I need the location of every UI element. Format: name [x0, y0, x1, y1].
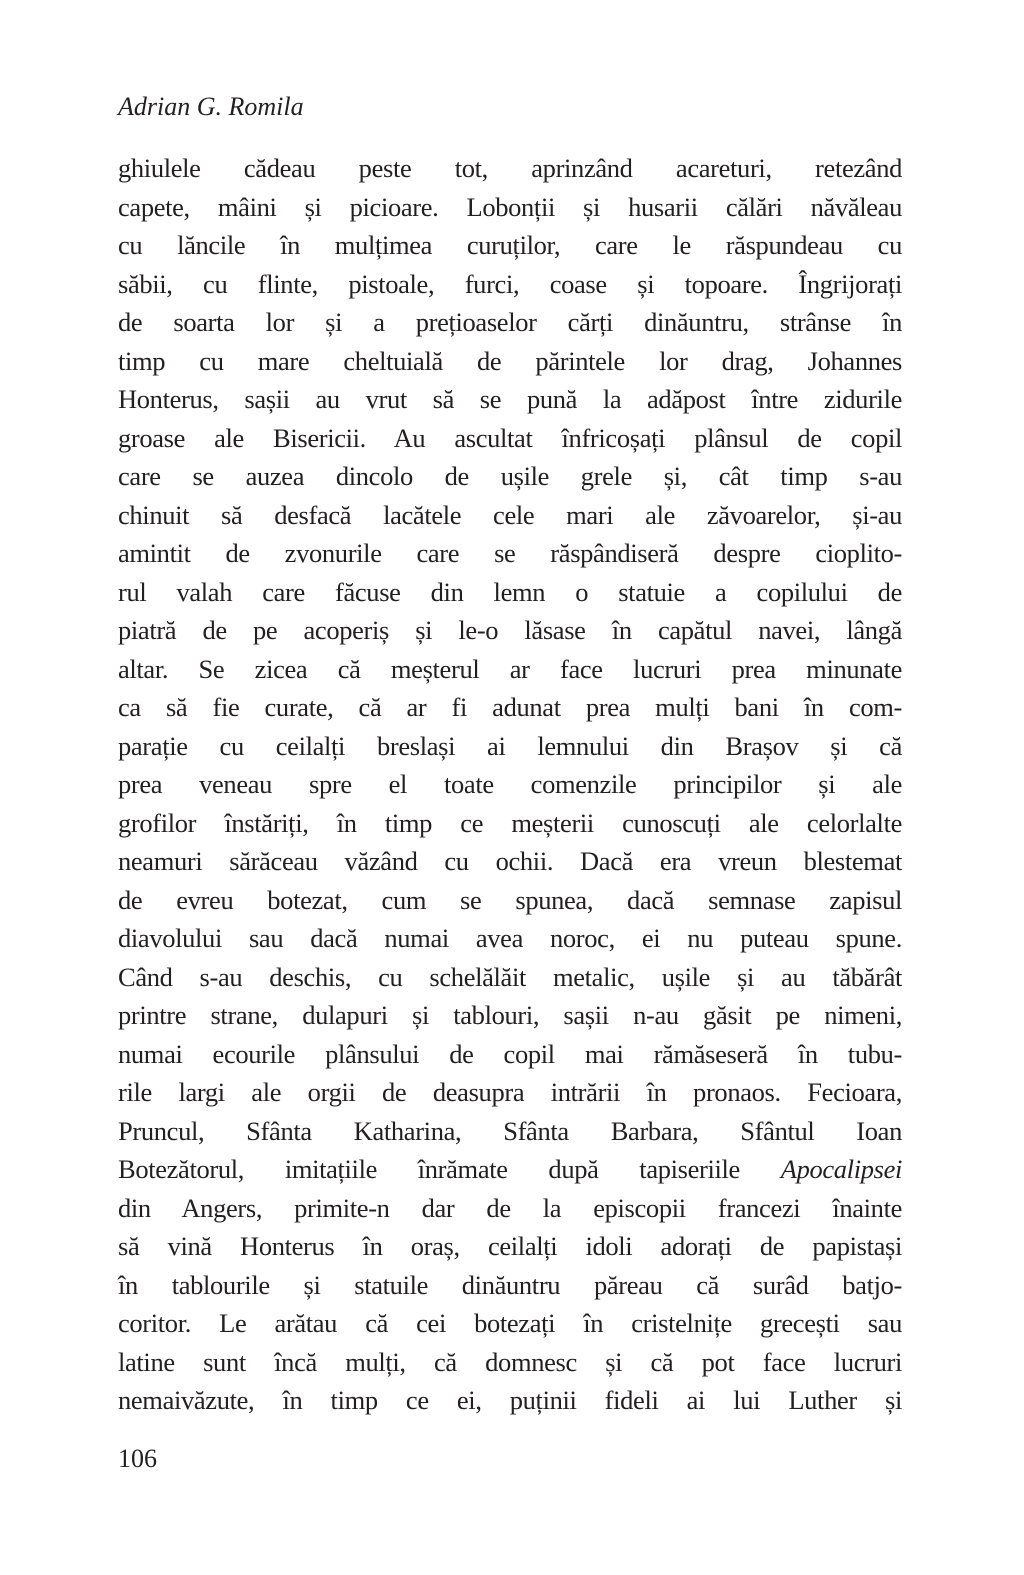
text-line: ca să fie curate, că ar fi adunat prea mulți bani în com- [118, 692, 902, 722]
text-line: coritor. Le arătau că cei botezați în cristelnițe grecești sau [118, 1308, 902, 1338]
text-line: nemaivăzute, în timp ce ei, puținii fideli ai lui Luther și [118, 1385, 902, 1415]
text-line: care se auzea dincolo de ușile grele și, cât timp s-au [118, 461, 902, 491]
text-line: de soarta lor și a prețioaselor cărți dinăuntru, strânse în [118, 307, 902, 337]
text-line: Pruncul, Sfânta Katharina, Sfânta Barbara, Sfântul Ioan [118, 1115, 902, 1146]
text-line: capete, mâini și picioare. Lobonții și husarii călări năvăleau [118, 191, 902, 222]
text-line: printre strane, dulapuri și tablouri, sașii n-au găsit pe nimeni, [118, 1000, 902, 1030]
text-line: Honterus, sașii au vrut să se pună la adăpost între zidurile [118, 384, 902, 414]
italic-title: Apocalipsei [780, 1154, 902, 1184]
text-line-with-italic [118, 1150, 902, 1189]
text-line: din Angers, primite-n dar de la episcopii francezi înainte [118, 1192, 902, 1223]
text-line: săbii, cu flinte, pistoale, furci, coase și topoare. Îngrijorați [118, 268, 902, 299]
text-line: prea veneau spre el toate comenzile principilor și ale [118, 769, 902, 799]
text-line: timp cu mare cheltuială de părintele lor drag, Johannes [118, 345, 902, 376]
text-line: diavolului sau dacă numai avea noroc, ei nu puteau spune. [118, 923, 902, 953]
text-line: în tablourile și statuile dinăuntru păreau că surâd batjo- [118, 1269, 902, 1300]
text-line: numai ecourile plânsului de copil mai rămăseseră în tubu- [118, 1038, 902, 1069]
text-line: rul valah care făcuse din lemn o statuie a copilului de [118, 576, 902, 607]
text-line: cu lăncile în mulțimea curuților, care le răspundeau cu [118, 230, 902, 260]
text-line: ghiulele cădeau peste tot, aprinzând acareturi, retezând [118, 153, 902, 183]
text-line: piatră de pe acoperiș și le-o lăsase în capătul navei, lângă [118, 615, 902, 645]
text-line: să vină Honterus în oraș, ceilalți idoli adorați de papistași [118, 1231, 902, 1261]
text-line: rile largi ale orgii de deasupra intrării în pronaos. Fecioara, [118, 1077, 902, 1107]
text-line: grofilor înstăriți, în timp ce meșterii cunoscuți ale celorlalte [118, 807, 902, 838]
text-line: parație cu ceilalți breslași ai lemnului din Brașov și că [118, 730, 902, 761]
text-segment: Botezătorul, imitațiile înrămate după tapiseriile [118, 1154, 740, 1184]
body-text [118, 149, 902, 1420]
text-line: neamuri sărăceau văzând cu ochii. Dacă era vreun blestemat [118, 846, 902, 876]
text-line: Când s-au deschis, cu schelălăit metalic, ușile și au tăbărât [118, 961, 902, 992]
text-line: groase ale Bisericii. Au ascultat înfricoșați plânsul de copil [118, 422, 902, 453]
text-line: chinuit să desfacă lacătele cele mari ale zăvoarelor, și-au [118, 499, 902, 530]
running-head-author: Adrian G. Romila [118, 92, 304, 121]
text-line: latine sunt încă mulți, că domnesc și că pot face lucruri [118, 1346, 902, 1377]
page-number: 106 [118, 1444, 157, 1473]
text-line: altar. Se zicea că meșterul ar face lucruri prea minunate [118, 653, 902, 684]
text-line: amintit de zvonurile care se răspândiseră despre cioplito- [118, 538, 902, 568]
text-line: de evreu botezat, cum se spunea, dacă semnase zapisul [118, 884, 902, 915]
